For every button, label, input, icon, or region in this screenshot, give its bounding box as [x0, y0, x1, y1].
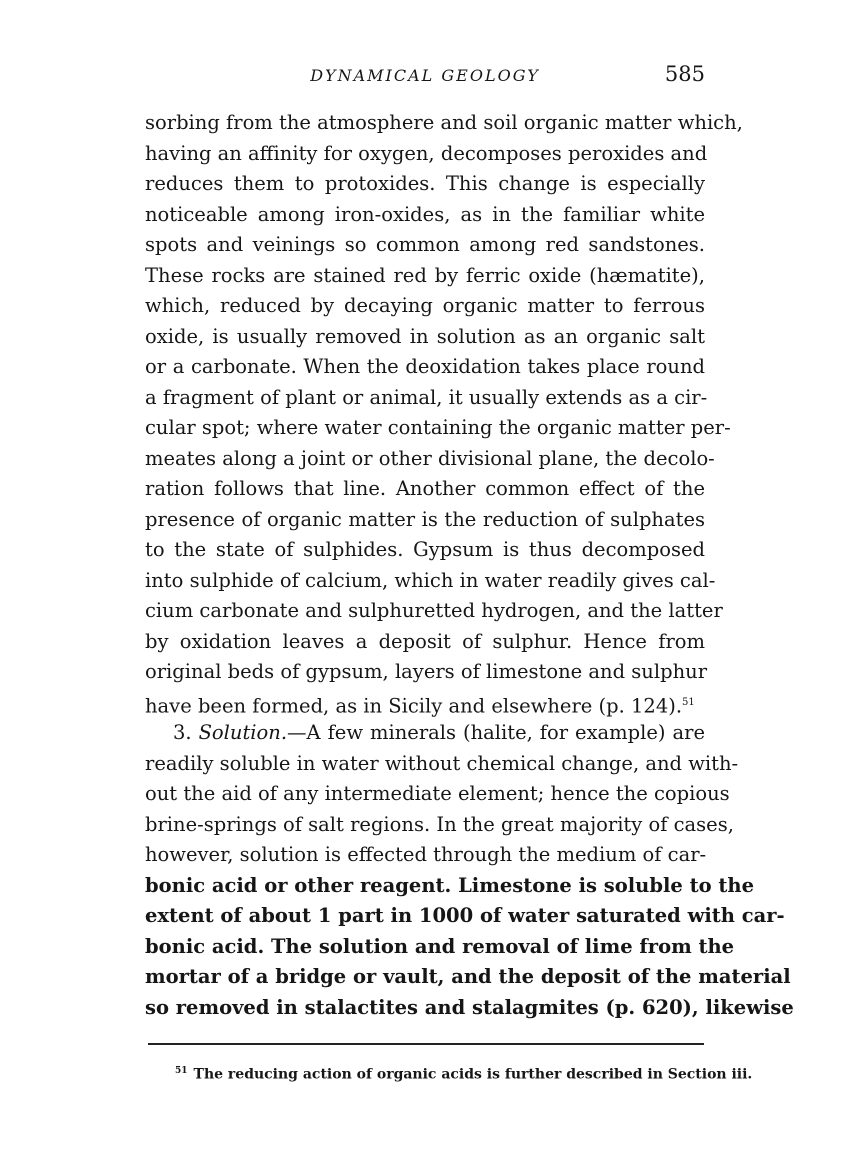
text-line-content: have been formed, as in Sicily and elsewhere (p. 124).	[145, 694, 683, 717]
text-line: into sulphide of calcium, which in water readily gives cal-	[145, 568, 716, 592]
body-text	[145, 108, 794, 1023]
text-line: oxide, is usually removed in solution as an organic salt	[145, 324, 705, 348]
text-line-paragraph-end	[145, 688, 705, 719]
text-line: which, reduced by decaying organic matter to ferrous	[145, 294, 705, 317]
text-line: however, solution is effected through the medium of car-	[145, 843, 707, 866]
text-line: readily soluble in water without chemical change, and with-	[145, 751, 739, 775]
footnote	[175, 1066, 753, 1083]
footnote-divider	[148, 1043, 704, 1045]
text-line: ration follows that line. Another common effect of the	[145, 477, 705, 500]
text-line: reduces them to protoxides. This change is especially	[145, 172, 705, 195]
text-line: cular spot; where water containing the organic matter per-	[145, 416, 731, 439]
text-line: cium carbonate and sulphuretted hydrogen, and the latter	[145, 599, 723, 622]
page-number: 585	[664, 62, 705, 86]
text-line: having an affinity for oxygen, decomposes peroxides and	[145, 141, 708, 165]
text-line: brine-springs of salt regions. In the great majority of cases,	[145, 812, 734, 836]
text-line: presence of organic matter is the reduction of sulphates	[145, 507, 705, 531]
text-line: meates along a joint or other divisional plane, the decolo-	[145, 446, 715, 470]
text-line: or a carbonate. When the deoxidation takes place round	[145, 355, 705, 378]
text-line: spots and veinings so common among red sandstones.	[145, 233, 705, 256]
footnote-reference: 51	[682, 696, 695, 708]
text-line: original beds of gypsum, layers of limestone and sulphur	[145, 660, 708, 683]
text-line: extent of about 1 part in 1000 of water saturated with car-	[145, 904, 785, 927]
running-head	[145, 62, 705, 90]
footnote-text: The reducing action of organic acids is further described in Section iii.	[193, 1066, 753, 1083]
section-first-line-text: —A few minerals (halite, for example) are	[287, 721, 705, 744]
running-title: DYNAMICAL GEOLOGY	[310, 66, 540, 85]
text-line: by oxidation leaves a deposit of sulphur. Hence from	[145, 629, 705, 653]
section-title: Solution.	[198, 721, 288, 744]
text-line: a fragment of plant or animal, it usually extends as a cir-	[145, 385, 708, 409]
text-line: out the aid of any intermediate element; hence the copious	[145, 782, 730, 805]
text-line: sorbing from the atmosphere and soil organic matter which,	[145, 111, 743, 134]
text-line: bonic acid. The solution and removal of lime from the	[145, 934, 735, 958]
text-line: These rocks are stained red by ferric oxide (hæmatite),	[145, 263, 705, 287]
section-number: 3.	[173, 721, 192, 744]
text-line: noticeable among iron-oxides, as in the familiar white	[145, 202, 705, 226]
footnote-mark: 51	[175, 1066, 188, 1076]
text-line: mortar of a bridge or vault, and the deposit of the material	[145, 965, 791, 988]
text-line: to the state of sulphides. Gypsum is thus decomposed	[145, 538, 705, 561]
text-line: so removed in stalactites and stalagmites (p. 620), likewise	[145, 995, 794, 1019]
section-heading-line	[145, 718, 705, 749]
text-line: bonic acid or other reagent. Limestone is soluble to the	[145, 873, 754, 897]
